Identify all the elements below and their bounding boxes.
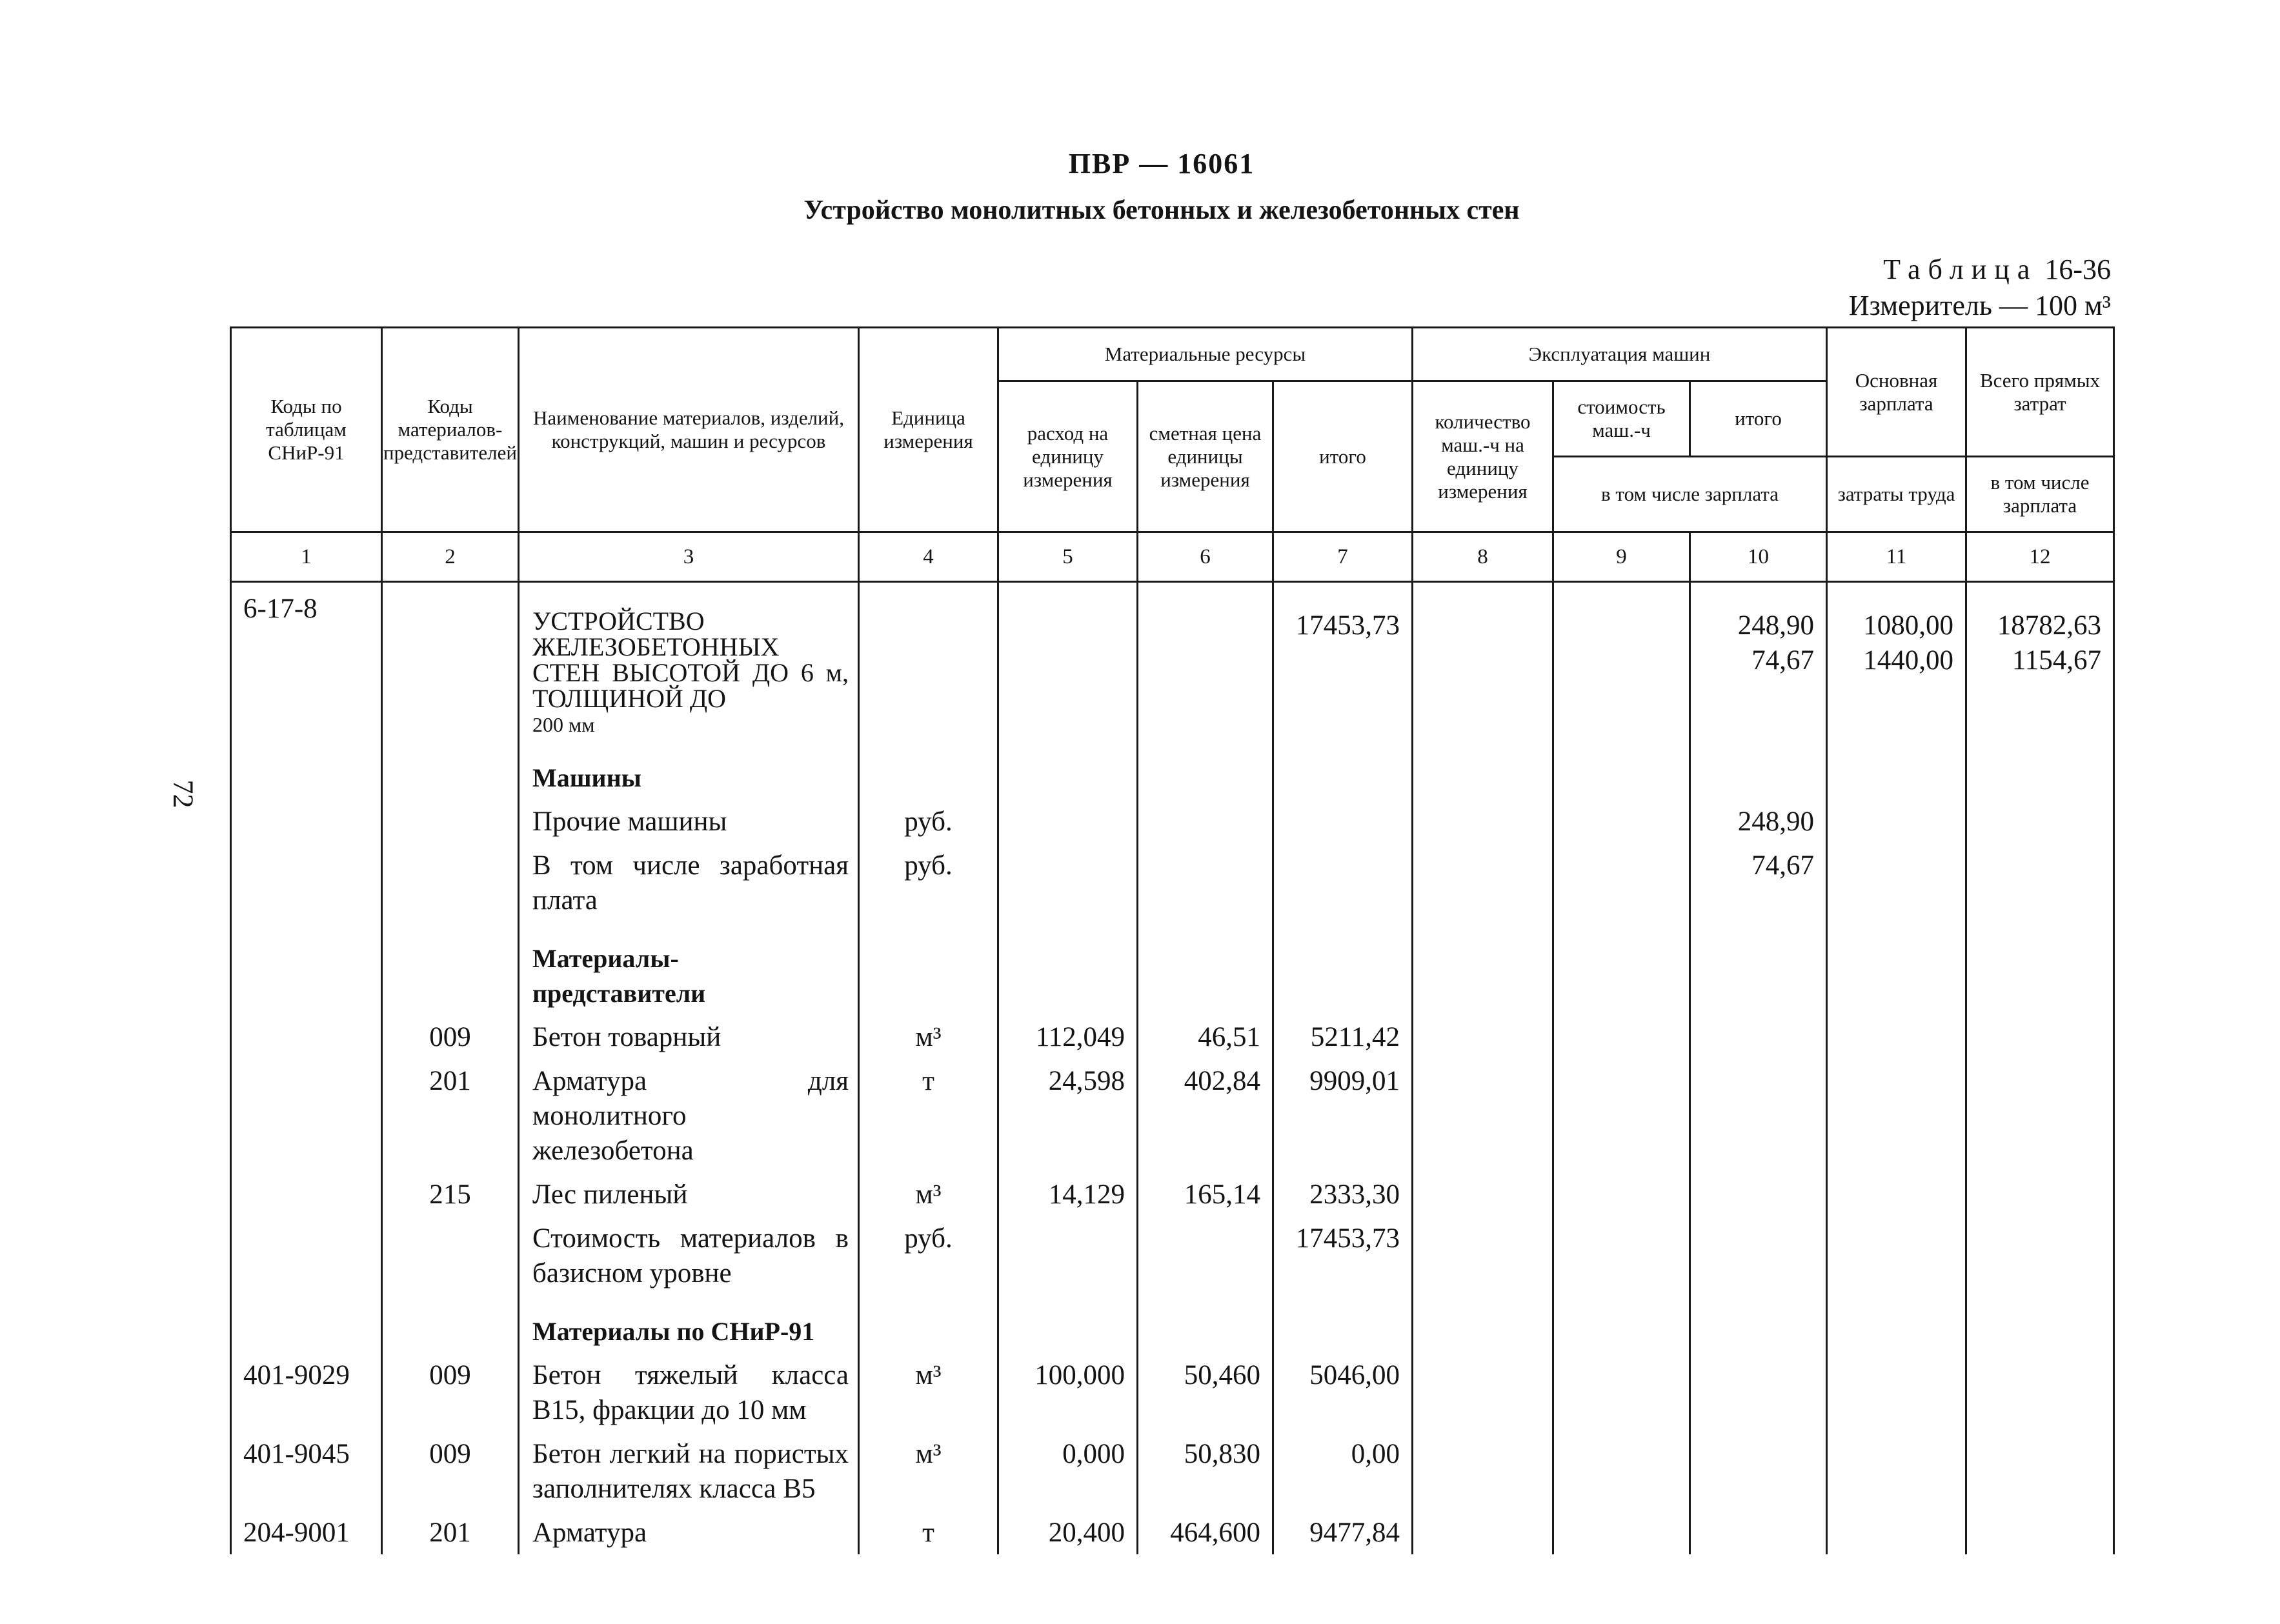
resource-name: Арматура для монолитного железобетона: [519, 1055, 859, 1168]
resource-unit: т: [859, 1055, 998, 1168]
column-number: 5: [998, 532, 1138, 582]
section-row: [231, 737, 2114, 796]
rep-code: 201: [382, 1055, 519, 1168]
materials-total: 2333,30: [1273, 1168, 1413, 1212]
resource-unit: м³: [859, 1349, 998, 1428]
section-representatives: Материалы-представители: [519, 918, 859, 1011]
snip-code: 6-17-8: [231, 582, 382, 738]
snip-code: 401-9029: [231, 1349, 382, 1428]
column-number: 12: [1966, 532, 2114, 582]
header-base-salary: Основная зарплата: [1827, 328, 1966, 457]
header-snip-codes: Коды по таблицам СНиР-91: [231, 328, 382, 532]
header-direct-incl-salary: в том числе зарплата: [1966, 457, 2114, 532]
header-machine-operation: Эксплуатация машин: [1413, 328, 1827, 381]
work-title-tail: 200 мм: [532, 713, 595, 736]
header-unit-price: сметная цена единицы измерения: [1138, 381, 1273, 532]
table-row: [231, 796, 2114, 839]
measure-unit: Измеритель — 100 м³: [1848, 290, 2111, 321]
direct-costs: [1966, 582, 2114, 738]
resource-unit: руб.: [859, 1212, 998, 1291]
resource-unit: м³: [859, 1428, 998, 1507]
section-row: [231, 918, 2114, 1011]
consumption: 24,598: [998, 1055, 1138, 1168]
unit-price: 50,460: [1138, 1349, 1273, 1428]
consumption: 112,049: [998, 1011, 1138, 1055]
page-number: 72: [167, 779, 199, 808]
header-material-resources: Материальные ресурсы: [998, 328, 1413, 381]
header-incl-salary: в том числе зарплата: [1553, 457, 1827, 532]
header-materials-total: итого: [1273, 381, 1413, 532]
materials-total: 9909,01: [1273, 1055, 1413, 1168]
column-number: 2: [382, 532, 519, 582]
snip-code: 401-9045: [231, 1428, 382, 1507]
resource-table: [230, 326, 2115, 1554]
header-machine-hours: количество маш.-ч на единицу измерения: [1413, 381, 1553, 532]
labor-costs-value: 1440,00: [1863, 645, 1954, 676]
header-direct-costs: Всего прямых затрат: [1966, 328, 2114, 457]
snip-code: 204-9001: [231, 1507, 382, 1554]
rep-code: 201: [382, 1507, 519, 1554]
consumption: 100,000: [998, 1349, 1138, 1428]
resource-name: Прочие машины: [519, 796, 859, 839]
rep-code: 009: [382, 1349, 519, 1428]
table-row: [231, 1212, 2114, 1291]
resource-unit: руб.: [859, 839, 998, 918]
table-number: 16-36: [2044, 254, 2111, 285]
table-body: [231, 582, 2114, 1555]
table-row: [231, 1428, 2114, 1507]
header-labor-costs: затраты труда: [1827, 457, 1966, 532]
consumption: 14,129: [998, 1168, 1138, 1212]
machines-total: 248,90: [1690, 796, 1827, 839]
consumption: 0,000: [998, 1428, 1138, 1507]
work-name: [519, 582, 859, 738]
section-snip: Материалы по СНиР-91: [519, 1291, 859, 1349]
table-caption: [1849, 252, 2111, 324]
consumption: 20,400: [998, 1507, 1138, 1554]
machines-salary-value: 74,67: [1751, 645, 1815, 676]
resource-name: Стоимость материалов в базисном уровне: [519, 1212, 859, 1291]
rep-code: 009: [382, 1428, 519, 1507]
header-name: Наименование материалов, изделий, конструкций, машин и ресурсов: [519, 328, 859, 532]
machines-total: 74,67: [1690, 839, 1827, 918]
machines-total: [1690, 582, 1827, 738]
resource-name: Бетон тяжелый класса В15, фракции до 10 мм: [519, 1349, 859, 1428]
table-label: Таблица: [1883, 254, 2038, 285]
unit-price: 50,830: [1138, 1428, 1273, 1507]
resource-unit: м³: [859, 1168, 998, 1212]
column-number: 3: [519, 532, 859, 582]
header-machines-total: итого: [1690, 381, 1827, 457]
materials-total: 9477,84: [1273, 1507, 1413, 1554]
rep-code: 215: [382, 1168, 519, 1212]
direct-costs-value: 18782,63: [1997, 610, 2102, 641]
unit-price: 464,600: [1138, 1507, 1273, 1554]
column-number: 8: [1413, 532, 1553, 582]
table-header: [231, 328, 2114, 582]
resource-name: Лес пиленый: [519, 1168, 859, 1212]
materials-total: 5211,42: [1273, 1011, 1413, 1055]
document-title: ПВР — 16061: [1068, 148, 1255, 179]
column-number: 4: [859, 532, 998, 582]
resource-name: Бетон легкий на пористых заполнителях класса В5: [519, 1428, 859, 1507]
table-row: [231, 1055, 2114, 1168]
materials-total: 17453,73: [1273, 582, 1413, 738]
work-title: УСТРОЙСТВО ЖЕЛЕЗОБЕТОННЫХ СТЕН ВЫСОТОЙ ДО 6 м, ТОЛЩИНОЙ ДО: [532, 606, 849, 713]
document-subtitle: Устройство монолитных бетонных и железобетонных стен: [803, 195, 1520, 225]
materials-total: 5046,00: [1273, 1349, 1413, 1428]
table-row: [231, 1011, 2114, 1055]
table-row: [231, 1168, 2114, 1212]
table-row: [231, 582, 2114, 738]
rep-code: 009: [382, 1011, 519, 1055]
header-rep-codes: Коды материалов-представителей: [382, 328, 519, 532]
column-number: 7: [1273, 532, 1413, 582]
resource-unit: т: [859, 1507, 998, 1554]
column-number: 6: [1138, 532, 1273, 582]
section-machines: Машины: [519, 737, 859, 796]
table-row: [231, 1507, 2114, 1554]
materials-total: 17453,73: [1273, 1212, 1413, 1291]
unit-price: 46,51: [1138, 1011, 1273, 1055]
column-number: 11: [1827, 532, 1966, 582]
section-row: [231, 1291, 2114, 1349]
resource-name: Арматура: [519, 1507, 859, 1554]
resource-unit: м³: [859, 1011, 998, 1055]
header-machine-hour-cost: стоимость маш.-ч: [1553, 381, 1690, 457]
resource-unit: руб.: [859, 796, 998, 839]
column-number: 10: [1690, 532, 1827, 582]
table-row: [231, 1349, 2114, 1428]
machines-total-value: 248,90: [1737, 610, 1815, 641]
unit-price: 165,14: [1138, 1168, 1273, 1212]
resource-name: В том числе заработная плата: [519, 839, 859, 918]
column-number: 1: [231, 532, 382, 582]
unit-price: 402,84: [1138, 1055, 1273, 1168]
materials-total: 0,00: [1273, 1428, 1413, 1507]
header-consumption: расход на единицу измерения: [998, 381, 1138, 532]
base-salary-value: 1080,00: [1863, 610, 1954, 641]
base-salary: [1827, 582, 1966, 738]
resource-name: Бетон товарный: [519, 1011, 859, 1055]
table-row: [231, 839, 2114, 918]
direct-salary-value: 1154,67: [2012, 645, 2102, 676]
header-unit: Единица измерения: [859, 328, 998, 532]
column-number: 9: [1553, 532, 1690, 582]
